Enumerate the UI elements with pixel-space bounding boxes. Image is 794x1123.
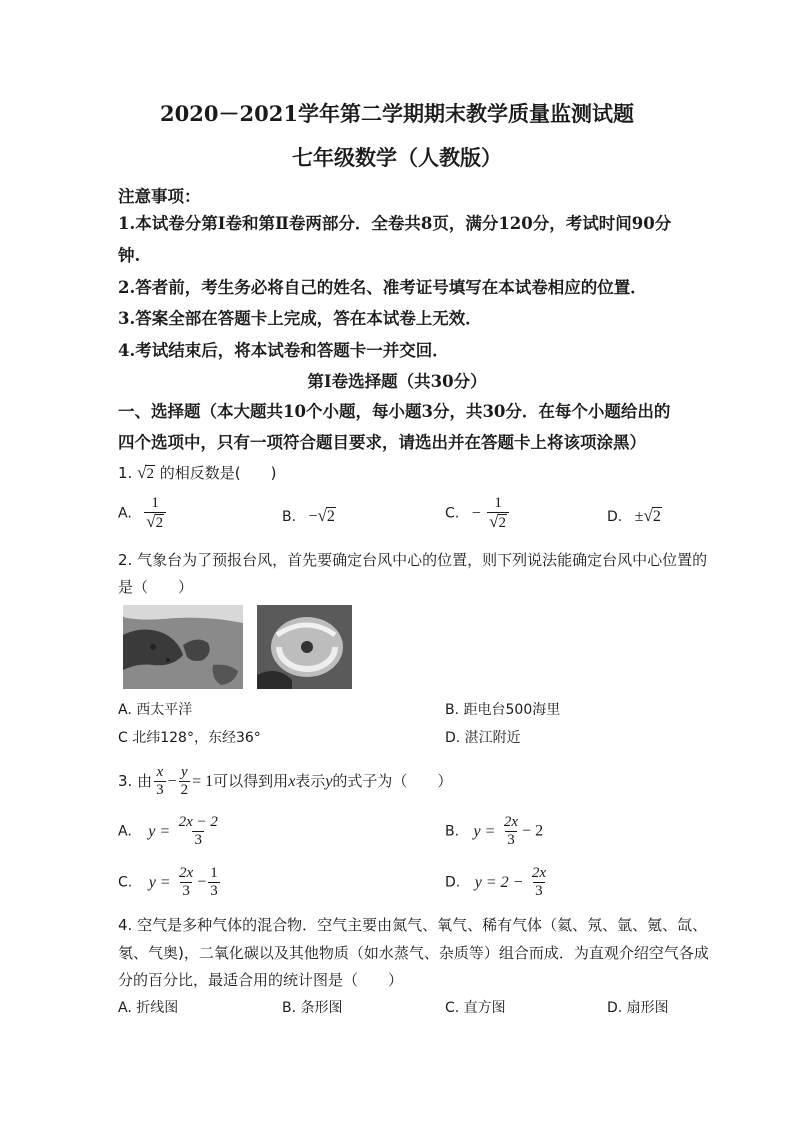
notice-item-3: 3.答案全部在答题卡上完成，答在本试卷上无效． [118, 309, 482, 328]
q1-option-c[interactable]: C. − $\frac{1}{√2}$ [445, 495, 511, 532]
part1-title: 第Ⅰ卷选择题（共30分） [307, 372, 487, 391]
q3-option-b[interactable]: B. y = $\frac{2x}{3}$ − 2 [445, 814, 544, 848]
question-2-cont: 是（ ） [118, 578, 194, 596]
notice-heading: 注意事项： [118, 187, 201, 206]
q4-option-b[interactable]: B. 条形图 [282, 1000, 343, 1016]
q4-option-c[interactable]: C. 直方图 [445, 1000, 506, 1016]
q1-option-d[interactable]: D. ±√2 [607, 506, 661, 525]
typhoon-satellite-image [257, 605, 352, 689]
q3-option-a[interactable]: A. y = $\frac{2x - 2}{3}$ [118, 814, 218, 848]
q2-option-d[interactable]: D. 湛江附近 [445, 730, 521, 746]
q1-option-a[interactable]: A. $\frac{1}{√2}$ [118, 495, 168, 532]
satellite-map-image [123, 605, 243, 689]
question-4-cont-2: 分的百分比，最适合用的统计图是（ ） [118, 971, 404, 989]
exam-title: 2020－2021学年第二学期期末教学质量监测试题 [160, 101, 634, 126]
q3-option-d[interactable]: D. y = 2 − $\frac{2x}{3}$ [445, 865, 547, 899]
question-stem: 的相反数是( ) [159, 464, 277, 482]
exam-subtitle: 七年级数学（人教版） [292, 145, 502, 170]
notice-item-1: 1.本试卷分第Ⅰ卷和第Ⅱ卷两部分．全卷共8页，满分120分，考试时间90分 [118, 214, 672, 233]
question-1 [118, 462, 276, 483]
q1-option-b[interactable]: B. −√2 [282, 506, 335, 525]
q2-option-a[interactable]: A. 西太平洋 [118, 702, 193, 718]
q2-option-c[interactable]: C 北纬128°，东经36° [118, 730, 261, 746]
q4-option-a[interactable]: A. 折线图 [118, 1000, 179, 1016]
question-4-cont-1: 氡、气奥)，二氧化碳以及其他物质（如水蒸气、杂质等）组合而成．为直观介绍空气各成 [118, 944, 709, 962]
q4-option-d[interactable]: D. 扇形图 [607, 1000, 669, 1016]
notice-item-2: 2.答者前，考生务必将自己的姓名、准考证号填写在本试卷相应的位置． [118, 278, 647, 297]
section-heading-cont: 四个选项中，只有一项符合题目要求，请选出并在答题卡上将该项涂黑） [118, 433, 646, 452]
question-2: 2. 气象台为了预报台风，首先要确定台风中心的位置，则下列说法能确定台风中心位置的 [118, 551, 708, 569]
question-number: 1. [118, 464, 133, 482]
notice-item-4: 4.考试结束后，将本试卷和答题卡一并交回． [118, 341, 449, 360]
section-heading: 一、选择题（本大题共10个小题，每小题3分，共30分．在每个小题给出的 [118, 402, 671, 421]
q3-option-c[interactable]: C. y = $\frac{2x}{3}$ − $\frac{1}{3}$ [118, 865, 218, 899]
question-4: 4. 空气是多种气体的混合物．空气主要由氮气、氧气、稀有气体（氦、氖、氩、氪、氙、 [118, 916, 708, 934]
question-3: 3. 由 $\frac{x}{3}$ − $\frac{y}{2}$ = 1可以得到用x表示y的式子为（ ） [118, 764, 453, 798]
sqrt-expression: √2 [137, 463, 154, 482]
q2-option-b[interactable]: B. 距电台500海里 [445, 702, 561, 718]
notice-item-1-cont: 钟. [118, 246, 141, 265]
